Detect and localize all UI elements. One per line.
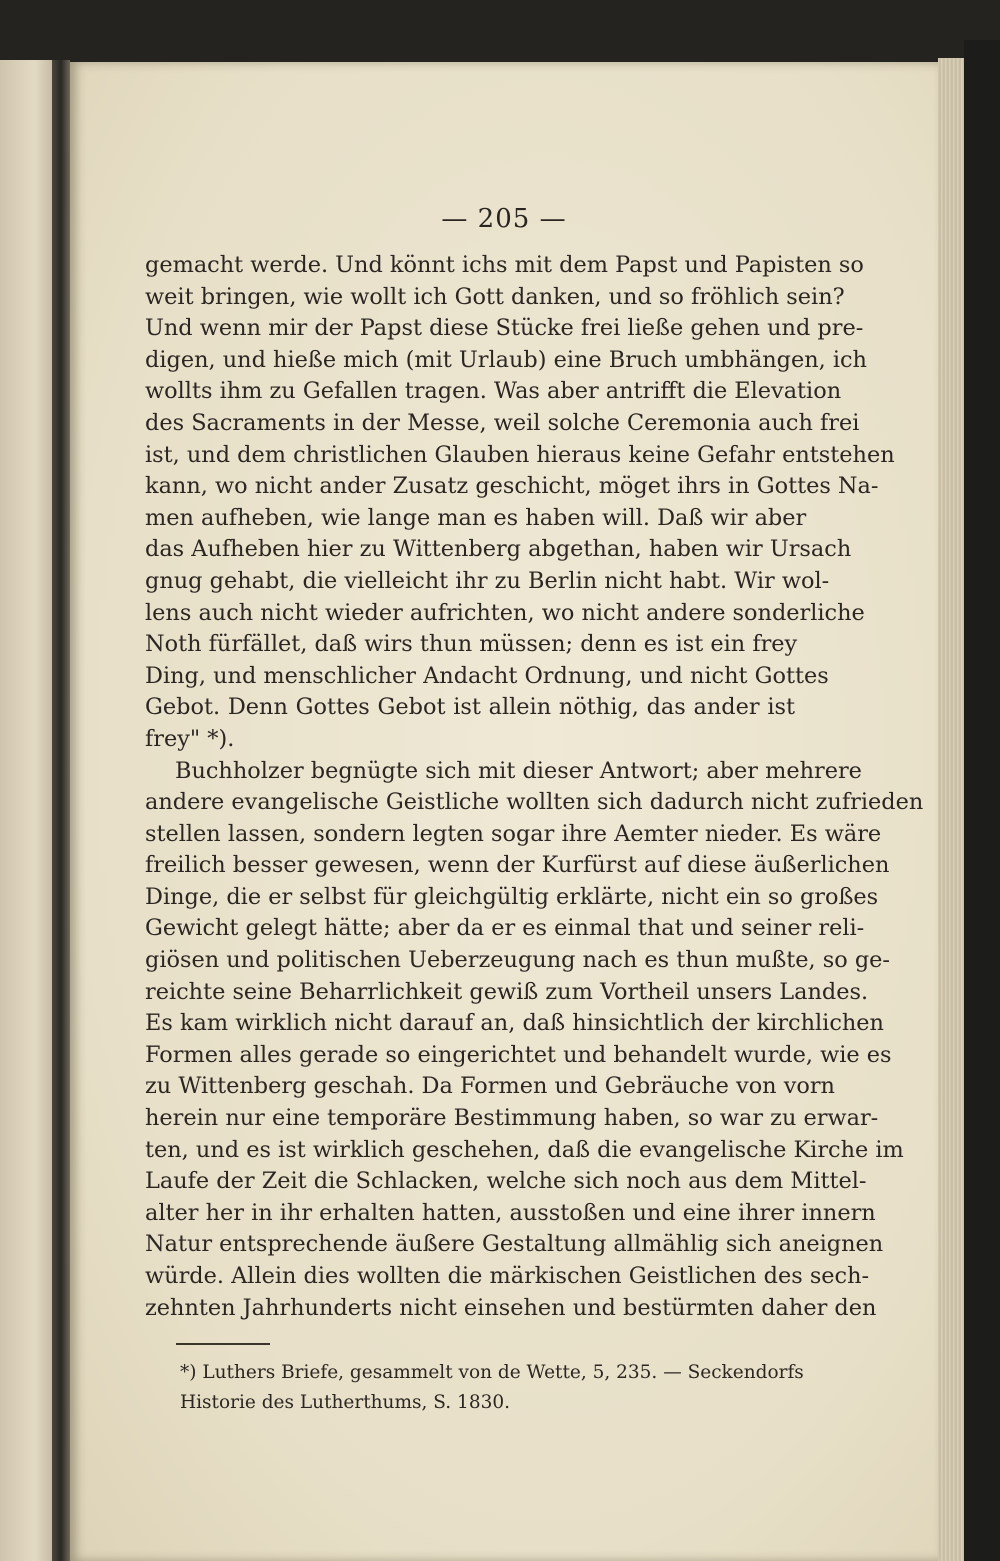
text-line: Und wenn mir der Papst diese Stücke frei ließe gehen und pre- [145,315,864,342]
text-line: Ding, und menschlicher Andacht Ordnung, und nicht Gottes [145,662,829,689]
text-line: Noth fürfället, daß wirs thun müssen; denn es ist ein frey [145,631,798,658]
text-line: Natur entsprechende äußere Gestaltung allmählig sich aneignen [145,1231,884,1258]
text-line: stellen lassen, sondern legten sogar ihre Aemter nieder. Es wäre [145,820,882,847]
text-line: zehnten Jahrhunderts nicht einsehen und bestürmten daher den [145,1294,877,1321]
text-line: das Aufheben hier zu Wittenberg abgethan, haben wir Ursach [145,536,852,563]
text-line: Gewicht gelegt hätte; aber da er es einmal that und seiner reli- [145,915,865,942]
text-line: zu Wittenberg geschah. Da Formen und Gebräuche von vorn [145,1073,835,1100]
text-line: würde. Allein dies wollten die märkischen Geistlichen des sech- [145,1263,870,1289]
footnote-line: Historie des Lutherthums, S. 1830. [180,1392,511,1413]
text-line: lens auch nicht wieder aufrichten, wo nicht andere sonderliche [145,599,865,626]
text-line: ist, und dem christlichen Glauben hieraus keine Gefahr entstehen [145,441,895,468]
footnote-divider [176,1343,270,1345]
footnote-line: *) Luthers Briefe, gesammelt von de Wette, 5, 235. — Seckendorfs [180,1362,804,1383]
text-line: des Sacraments in der Messe, weil solche Ceremonia auch frei [145,409,860,436]
body-text [145,250,924,1324]
text-line: Laufe der Zeit die Schlacken, welche sich noch aus dem Mittel- [145,1168,867,1195]
text-line: ten, und es ist wirklich geschehen, daß die evangelische Kirche im [145,1136,904,1163]
text-line: Dinge, die er selbst für gleichgültig erklärte, nicht ein so großes [145,883,879,910]
text-line: alter her in ihr erhalten hatten, ausstoßen und eine ihrer innern [145,1199,876,1226]
text-line: wollts ihm zu Gefallen tragen. Was aber antrifft die Elevation [145,378,842,405]
text-line: Es kam wirklich nicht darauf an, daß hinsichtlich der kirchlichen [145,1010,884,1037]
text-line: men aufheben, wie lange man es haben will. Daß wir aber [145,504,807,531]
text-line: reichte seine Beharrlichkeit gewiß zum Vortheil unsers Landes. [145,978,869,1005]
text-line: Formen alles gerade so eingerichtet und behandelt wurde, wie es [145,1041,892,1068]
text-line: giösen und politischen Ueberzeugung nach es thun mußte, so ge- [145,947,890,974]
book-gutter [52,60,70,1561]
text-line: kann, wo nicht ander Zusatz geschicht, möget ihrs in Gottes Na- [145,473,879,500]
left-page-edge [0,60,58,1561]
paragraph-start-line: Buchholzer begnügte sich mit dieser Antwort; aber mehrere [175,757,862,784]
text-line: gnug gehabt, die vielleicht ihr zu Berlin nicht habt. Wir wol- [145,567,830,594]
page-number: — 205 — [441,204,567,234]
text-line: andere evangelische Geistliche wollten sich dadurch nicht zufrieden [145,789,924,816]
text-line: gemacht werde. Und könnt ichs mit dem Papst und Papisten so [145,252,864,278]
text-line: digen, und hieße mich (mit Urlaub) eine Bruch umbhängen, ich [145,346,867,373]
book-cover-edge [964,40,1000,1561]
text-line: herein nur eine temporäre Bestimmung haben, so war zu erwar- [145,1105,879,1132]
page-stack-edge [938,58,964,1561]
text-line: weit bringen, wie wollt ich Gott danken, und so fröhlich sein? [145,283,845,310]
text-line: frey" *). [145,725,235,752]
text-line: freilich besser gewesen, wenn der Kurfürst auf diese äußerlichen [145,852,890,879]
text-line: Gebot. Denn Gottes Gebot ist allein nöthig, das ander ist [145,694,795,721]
book-page [70,62,938,1561]
footnote [180,1358,804,1418]
